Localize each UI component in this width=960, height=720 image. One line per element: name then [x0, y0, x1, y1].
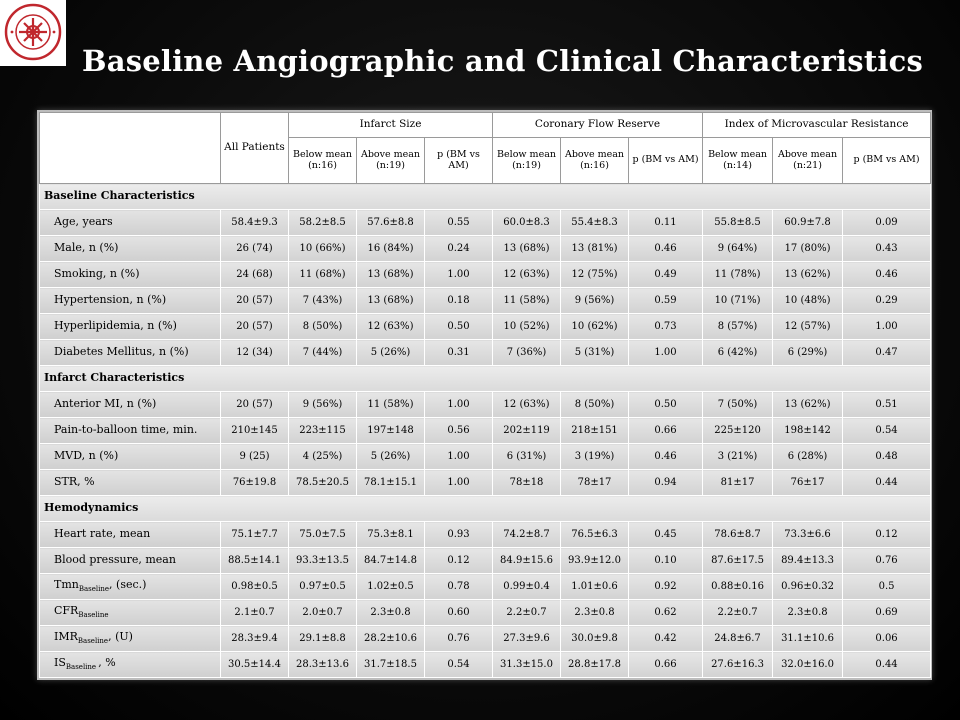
row-label — [40, 262, 221, 288]
table-cell: 1.00 — [425, 470, 493, 496]
table-cell: 0.42 — [629, 626, 703, 652]
table-cell: 84.9±15.6 — [493, 548, 561, 574]
table-cell: 1.00 — [843, 314, 931, 340]
row-label-text: Smoking, n (%) — [54, 267, 140, 281]
table-header — [40, 113, 931, 184]
table-cell: 1.00 — [629, 340, 703, 366]
row-label-text: Hypertension, n (%) — [54, 293, 167, 307]
table-cell: 28.2±10.6 — [357, 626, 425, 652]
table-cell: 10 (71%) — [703, 288, 773, 314]
table-row — [40, 470, 931, 496]
header-group-infarct-size: Infarct Size — [289, 113, 493, 138]
table-cell: 0.10 — [629, 548, 703, 574]
table-cell: 2.1±0.7 — [221, 600, 289, 626]
table-cell: 28.3±9.4 — [221, 626, 289, 652]
table-cell: 0.47 — [843, 340, 931, 366]
row-label — [40, 210, 221, 236]
table-row — [40, 652, 931, 678]
header-sub: Above mean (n:19) — [357, 138, 425, 184]
row-label — [40, 626, 221, 652]
row-label — [40, 236, 221, 262]
table-cell: 0.54 — [425, 652, 493, 678]
row-label-text: IMR — [54, 630, 78, 644]
table-cell: 0.24 — [425, 236, 493, 262]
table-cell: 93.3±13.5 — [289, 548, 357, 574]
table-cell: 10 (66%) — [289, 236, 357, 262]
table-cell: 8 (50%) — [561, 392, 629, 418]
table-cell: 197±148 — [357, 418, 425, 444]
table-cell: 0.12 — [843, 522, 931, 548]
table-cell: 78.1±15.1 — [357, 470, 425, 496]
table-cell: 0.46 — [629, 236, 703, 262]
table-cell: 9 (56%) — [561, 288, 629, 314]
table-cell: 28.8±17.8 — [561, 652, 629, 678]
table-cell: 30.0±9.8 — [561, 626, 629, 652]
table-cell: 0.55 — [425, 210, 493, 236]
table-cell: 0.45 — [629, 522, 703, 548]
table-cell: 0.96±0.32 — [773, 574, 843, 600]
table-cell: 78±18 — [493, 470, 561, 496]
table-cell: 12 (34) — [221, 340, 289, 366]
table-cell: 12 (57%) — [773, 314, 843, 340]
row-label — [40, 392, 221, 418]
table-cell: 31.1±10.6 — [773, 626, 843, 652]
table-cell: 0.46 — [843, 262, 931, 288]
table-cell: 55.4±8.3 — [561, 210, 629, 236]
table-row — [40, 210, 931, 236]
row-label — [40, 522, 221, 548]
table-row — [40, 392, 931, 418]
row-label — [40, 340, 221, 366]
row-label-text: Age, years — [54, 215, 113, 229]
row-label — [40, 288, 221, 314]
table-cell: 76.5±6.3 — [561, 522, 629, 548]
table-cell: 2.3±0.8 — [773, 600, 843, 626]
characteristics-table — [39, 112, 931, 678]
table-cell: 223±115 — [289, 418, 357, 444]
table-cell: 10 (62%) — [561, 314, 629, 340]
slide-title: Baseline Angiographic and Clinical Characteristics — [82, 44, 924, 78]
table-cell: 13 (81%) — [561, 236, 629, 262]
table-cell: 13 (62%) — [773, 262, 843, 288]
table-cell: 0.43 — [843, 236, 931, 262]
row-label-text: IS — [54, 656, 66, 670]
table-cell: 7 (36%) — [493, 340, 561, 366]
table-cell: 12 (63%) — [493, 392, 561, 418]
section-title: Infarct Characteristics — [40, 366, 931, 392]
row-label — [40, 470, 221, 496]
table-cell: 29.1±8.8 — [289, 626, 357, 652]
table-cell: 202±119 — [493, 418, 561, 444]
table-cell: 7 (50%) — [703, 392, 773, 418]
table-cell: 1.02±0.5 — [357, 574, 425, 600]
table-cell: 24.8±6.7 — [703, 626, 773, 652]
table-cell: 1.00 — [425, 392, 493, 418]
table-cell: 2.0±0.7 — [289, 600, 357, 626]
table-cell: 20 (57) — [221, 392, 289, 418]
table-cell: 74.2±8.7 — [493, 522, 561, 548]
table-cell: 0.76 — [425, 626, 493, 652]
table-cell: 12 (63%) — [357, 314, 425, 340]
table-cell: 0.44 — [843, 652, 931, 678]
table-row — [40, 262, 931, 288]
table-cell: 87.6±17.5 — [703, 548, 773, 574]
table-cell: 0.50 — [425, 314, 493, 340]
header-all-patients: All Patients — [221, 113, 289, 184]
table-cell: 0.50 — [629, 392, 703, 418]
table-cell: 20 (57) — [221, 314, 289, 340]
row-label — [40, 574, 221, 600]
table-cell: 0.49 — [629, 262, 703, 288]
table-cell: 225±120 — [703, 418, 773, 444]
row-label-subscript: Baseline — [77, 637, 109, 646]
table-cell: 16 (84%) — [357, 236, 425, 262]
table-cell: 0.56 — [425, 418, 493, 444]
row-label-text: Hyperlipidemia, n (%) — [54, 319, 177, 333]
table-cell: 0.60 — [425, 600, 493, 626]
table-cell: 0.06 — [843, 626, 931, 652]
table-cell: 13 (68%) — [357, 288, 425, 314]
table-cell: 78.5±20.5 — [289, 470, 357, 496]
table-cell: 2.2±0.7 — [493, 600, 561, 626]
table-cell: 24 (68) — [221, 262, 289, 288]
section-title: Hemodynamics — [40, 496, 931, 522]
row-label-text: Blood pressure, mean — [54, 553, 176, 567]
table-cell: 6 (28%) — [773, 444, 843, 470]
table-cell: 0.92 — [629, 574, 703, 600]
table-cell: 0.54 — [843, 418, 931, 444]
table-cell: 0.12 — [425, 548, 493, 574]
table-cell: 0.29 — [843, 288, 931, 314]
table-cell: 0.62 — [629, 600, 703, 626]
section-header-row — [40, 496, 931, 522]
table-cell: 60.9±7.8 — [773, 210, 843, 236]
header-sub: Above mean (n:21) — [773, 138, 843, 184]
table-cell: 26 (74) — [221, 236, 289, 262]
table-cell: 0.11 — [629, 210, 703, 236]
table-cell: 0.59 — [629, 288, 703, 314]
table-cell: 0.51 — [843, 392, 931, 418]
table-cell: 10 (48%) — [773, 288, 843, 314]
row-label — [40, 652, 221, 678]
table-cell: 75.0±7.5 — [289, 522, 357, 548]
row-label-subscript: Baseline — [78, 611, 109, 620]
table-cell: 28.3±13.6 — [289, 652, 357, 678]
row-label-text: Heart rate, mean — [54, 527, 151, 541]
table-cell: 6 (29%) — [773, 340, 843, 366]
row-label — [40, 314, 221, 340]
row-label-suffix: , % — [98, 656, 116, 670]
table-cell: 17 (80%) — [773, 236, 843, 262]
table-cell: 58.2±8.5 — [289, 210, 357, 236]
table-cell: 75.1±7.7 — [221, 522, 289, 548]
row-label — [40, 548, 221, 574]
table-cell: 1.00 — [425, 262, 493, 288]
table-cell: 13 (62%) — [773, 392, 843, 418]
university-seal-icon — [4, 3, 62, 61]
table-cell: 9 (25) — [221, 444, 289, 470]
table-cell: 11 (68%) — [289, 262, 357, 288]
header-sub: Below mean (n:16) — [289, 138, 357, 184]
table-cell: 0.31 — [425, 340, 493, 366]
table-cell: 6 (31%) — [493, 444, 561, 470]
table-cell: 84.7±14.8 — [357, 548, 425, 574]
table-cell: 12 (63%) — [493, 262, 561, 288]
table-cell: 2.2±0.7 — [703, 600, 773, 626]
table-cell: 10 (52%) — [493, 314, 561, 340]
table-cell: 0.97±0.5 — [289, 574, 357, 600]
table-cell: 218±151 — [561, 418, 629, 444]
table-cell: 5 (26%) — [357, 444, 425, 470]
row-label-text: CFR — [54, 604, 79, 618]
table-cell: 57.6±8.8 — [357, 210, 425, 236]
table-cell: 93.9±12.0 — [561, 548, 629, 574]
table-cell: 78.6±8.7 — [703, 522, 773, 548]
table-cell: 3 (19%) — [561, 444, 629, 470]
row-label-text: STR, % — [54, 475, 95, 489]
row-label-subscript: Baseline — [78, 585, 110, 594]
header-sub: Above mean (n:16) — [561, 138, 629, 184]
row-label-subscript: Baseline — [65, 663, 99, 672]
table-cell: 9 (56%) — [289, 392, 357, 418]
table-cell: 3 (21%) — [703, 444, 773, 470]
table-cell: 76±17 — [773, 470, 843, 496]
table-cell: 60.0±8.3 — [493, 210, 561, 236]
section-header-row — [40, 366, 931, 392]
table-cell: 0.94 — [629, 470, 703, 496]
table-cell: 1.01±0.6 — [561, 574, 629, 600]
table-cell: 11 (78%) — [703, 262, 773, 288]
row-label-suffix: , (U) — [108, 630, 133, 644]
table-cell: 78±17 — [561, 470, 629, 496]
table-cell: 0.46 — [629, 444, 703, 470]
table-row — [40, 340, 931, 366]
table-cell: 2.3±0.8 — [561, 600, 629, 626]
table-cell: 7 (44%) — [289, 340, 357, 366]
row-label-suffix: , (sec.) — [109, 578, 147, 592]
table-body — [40, 184, 931, 678]
row-label-text: Diabetes Mellitus, n (%) — [54, 345, 189, 359]
header-sub: p (BM vs AM) — [425, 138, 493, 184]
table-cell: 0.78 — [425, 574, 493, 600]
table-cell: 0.99±0.4 — [493, 574, 561, 600]
table-cell: 1.00 — [425, 444, 493, 470]
table-cell: 0.76 — [843, 548, 931, 574]
table-cell: 198±142 — [773, 418, 843, 444]
row-label — [40, 444, 221, 470]
table-cell: 8 (50%) — [289, 314, 357, 340]
table-row — [40, 626, 931, 652]
table-cell: 6 (42%) — [703, 340, 773, 366]
table-row — [40, 418, 931, 444]
table-cell: 13 (68%) — [357, 262, 425, 288]
table-cell: 73.3±6.6 — [773, 522, 843, 548]
table-cell: 27.3±9.6 — [493, 626, 561, 652]
table-cell: 58.4±9.3 — [221, 210, 289, 236]
header-sub: Below mean (n:14) — [703, 138, 773, 184]
table-row — [40, 314, 931, 340]
table-cell: 11 (58%) — [493, 288, 561, 314]
table-cell: 0.44 — [843, 470, 931, 496]
section-header-row — [40, 184, 931, 210]
table-row — [40, 600, 931, 626]
row-label-text: Anterior MI, n (%) — [54, 397, 157, 411]
table-row — [40, 548, 931, 574]
row-label-text: Male, n (%) — [54, 241, 119, 255]
table-cell: 0.93 — [425, 522, 493, 548]
table-cell: 5 (31%) — [561, 340, 629, 366]
table-cell: 89.4±13.3 — [773, 548, 843, 574]
university-logo — [0, 0, 66, 66]
table-cell: 31.7±18.5 — [357, 652, 425, 678]
table-cell: 0.66 — [629, 652, 703, 678]
table-cell: 27.6±16.3 — [703, 652, 773, 678]
table-row — [40, 574, 931, 600]
table-cell: 32.0±16.0 — [773, 652, 843, 678]
table-cell: 0.73 — [629, 314, 703, 340]
row-label — [40, 600, 221, 626]
table-cell: 81±17 — [703, 470, 773, 496]
table-cell: 0.48 — [843, 444, 931, 470]
table-cell: 0.98±0.5 — [221, 574, 289, 600]
table-cell: 13 (68%) — [493, 236, 561, 262]
table-cell: 0.69 — [843, 600, 931, 626]
table-row — [40, 236, 931, 262]
table-cell: 8 (57%) — [703, 314, 773, 340]
section-title: Baseline Characteristics — [40, 184, 931, 210]
table-cell: 0.88±0.16 — [703, 574, 773, 600]
row-label — [40, 418, 221, 444]
table-cell: 0.5 — [843, 574, 931, 600]
table-cell: 76±19.8 — [221, 470, 289, 496]
table-cell: 55.8±8.5 — [703, 210, 773, 236]
table-row — [40, 288, 931, 314]
row-label-text: MVD, n (%) — [54, 449, 119, 463]
table-cell: 75.3±8.1 — [357, 522, 425, 548]
table-cell: 12 (75%) — [561, 262, 629, 288]
table-cell: 2.3±0.8 — [357, 600, 425, 626]
table-cell: 9 (64%) — [703, 236, 773, 262]
table-cell: 210±145 — [221, 418, 289, 444]
header-sub: Below mean (n:19) — [493, 138, 561, 184]
table-cell: 7 (43%) — [289, 288, 357, 314]
header-group-imr: Index of Microvascular Resistance — [703, 113, 931, 138]
table-cell: 4 (25%) — [289, 444, 357, 470]
characteristics-table-container — [37, 110, 932, 680]
table-cell: 0.09 — [843, 210, 931, 236]
row-label-text: Pain-to-balloon time, min. — [54, 423, 198, 437]
header-group-coronary-flow-reserve: Coronary Flow Reserve — [493, 113, 703, 138]
table-row — [40, 522, 931, 548]
table-row — [40, 444, 931, 470]
header-sub: p (BM vs AM) — [843, 138, 931, 184]
table-cell: 20 (57) — [221, 288, 289, 314]
header-empty-corner — [40, 113, 221, 184]
table-cell: 30.5±14.4 — [221, 652, 289, 678]
table-cell: 11 (58%) — [357, 392, 425, 418]
table-cell: 5 (26%) — [357, 340, 425, 366]
header-sub: p (BM vs AM) — [629, 138, 703, 184]
table-cell: 0.66 — [629, 418, 703, 444]
row-label-text: Tmn — [54, 578, 79, 592]
table-cell: 88.5±14.1 — [221, 548, 289, 574]
table-cell: 31.3±15.0 — [493, 652, 561, 678]
table-cell: 0.18 — [425, 288, 493, 314]
